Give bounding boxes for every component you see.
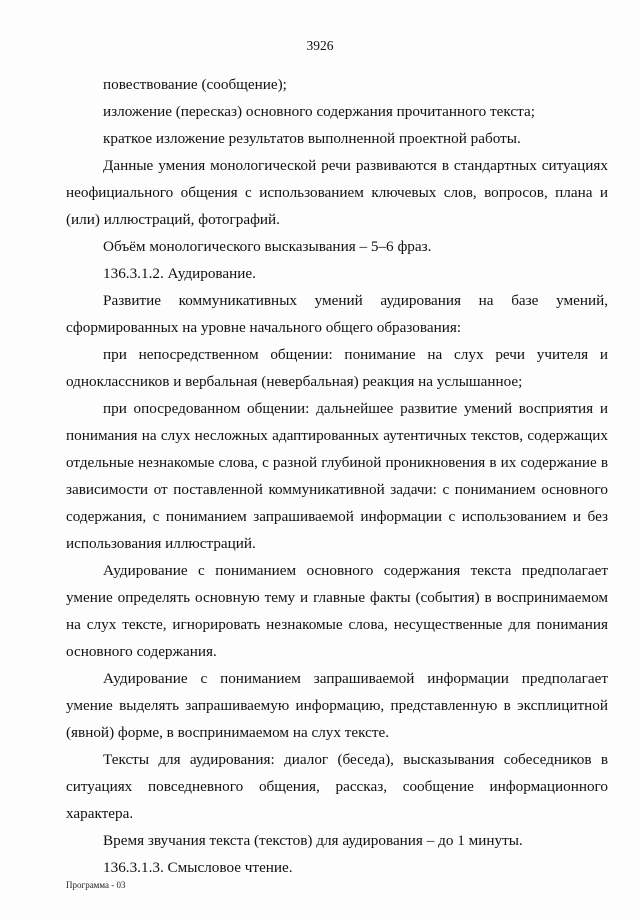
paragraph-monologue-volume: Объём монологического высказывания – 5–6 фраз. [103, 238, 432, 255]
paragraph-requested-info-listening: Аудирование с пониманием запрашиваемой информации предполагает умение выделять запрашиваемую информацию, представленную в эксплицитной (явной) форме, в воспринимаемом на слух тексте. [66, 670, 608, 741]
paragraph-listening-texts: Тексты для аудирования: диалог (беседа), высказывания собеседников в ситуациях повседневного общения, рассказ, сообщение информационного характера. [66, 751, 608, 822]
list-item-project-summary: краткое изложение результатов выполненной проектной работы. [103, 130, 521, 147]
section-heading-reading: 136.3.1.3. Смысловое чтение. [103, 859, 293, 876]
paragraph-listening-development: Развитие коммуникативных умений аудирования на базе умений, сформированных на уровне начального общего образования: [66, 292, 608, 336]
paragraph-direct-communication: при непосредственном общении: понимание на слух речи учителя и одноклассников и вербальная (невербальная) реакция на услышанное; [66, 346, 608, 390]
paragraph-main-content-listening: Аудирование с пониманием основного содержания текста предполагает умение определять основную тему и главные факты (события) в воспринимаемом на слух тексте, игнорировать незнакомые слова, несущественные для понимания основного содержания. [66, 562, 608, 660]
page-number: 3926 [306, 38, 334, 53]
page-footer: Программа - 03 [66, 880, 126, 890]
paragraph-mediated-communication: при опосредованном общении: дальнейшее развитие умений восприятия и понимания на слух несложных адаптированных аутентичных текстов, содержащих отдельные незнакомые слова, с разной глубиной проникновения в их содержание в зависимости от поставленной коммуникативной задачи: с пониманием основного содержания, с пониманием запрашиваемой информации с использованием и без использования иллюстраций. [66, 400, 608, 552]
list-item-narration: повествование (сообщение); [103, 76, 287, 93]
paragraph-listening-duration: Время звучания текста (текстов) для аудирования – до 1 минуты. [103, 832, 523, 849]
paragraph-monologue-skills: Данные умения монологической речи развиваются в стандартных ситуациях неофициального общения с использованием ключевых слов, вопросов, плана и (или) иллюстраций, фотографий. [66, 157, 608, 228]
section-heading-listening: 136.3.1.2. Аудирование. [103, 265, 256, 282]
list-item-retelling: изложение (пересказ) основного содержания прочитанного текста; [103, 103, 535, 120]
document-body [66, 71, 608, 881]
